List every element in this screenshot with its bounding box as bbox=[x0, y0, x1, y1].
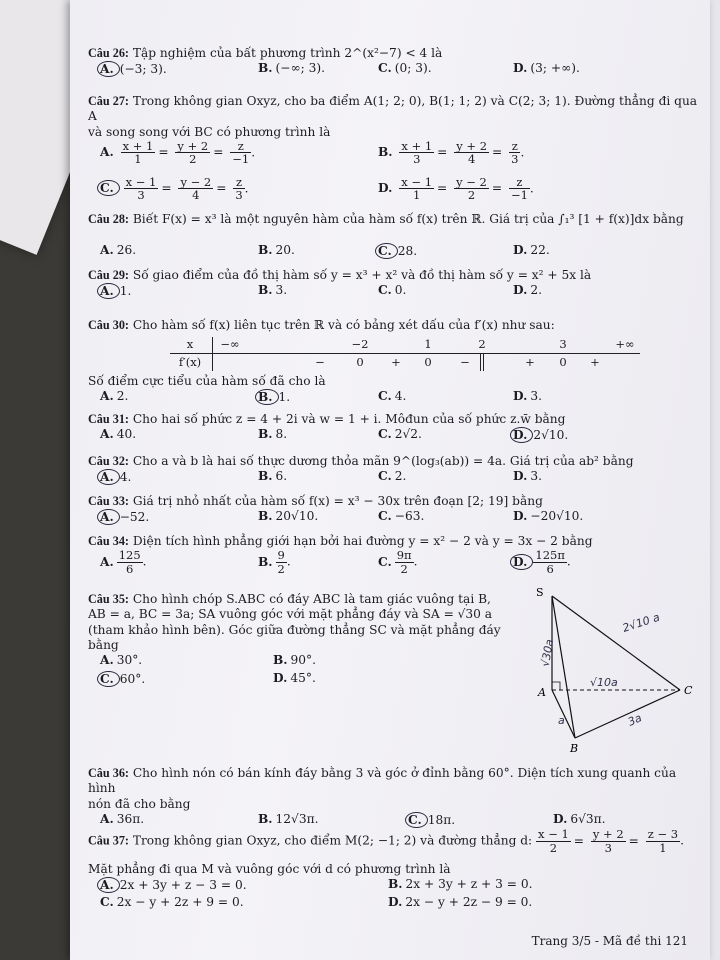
q33-option-d[interactable]: D. −20√10. bbox=[513, 509, 584, 524]
q30-option-d[interactable]: D. 3. bbox=[513, 389, 543, 404]
question-36: Câu 36: Cho hình nón có bán kính đáy bằng 3 và góc ở đỉnh bằng 60°. Diện tích xung quanh của hình nón đã cho bằng A. 36π. B. 12√3π. C. 18π. D. 6√3π. bbox=[88, 766, 677, 827]
q36-option-d[interactable]: D. 6√3π. bbox=[553, 811, 606, 826]
q28-option-a[interactable]: A. 26. bbox=[100, 243, 137, 258]
q35-option-a[interactable]: A. 30°. bbox=[100, 653, 143, 667]
exam-page bbox=[70, 0, 710, 960]
q28-option-d[interactable]: D. 22. bbox=[513, 243, 550, 258]
question-28: Câu 28: Biết F(x) = x³ là một nguyên hàm của hàm số f(x) trên ℝ. Giá trị của ∫₁³ [1 + f(x)]dx bằng A. 26. B. 20. C. 28. D. 22. bbox=[88, 212, 684, 259]
q27-option-b[interactable]: B. $\frac{x + 1}{3}$ = $\frac{y + 2}{4}$ = $\frac{z}{3}$ . bbox=[378, 138, 525, 167]
q26-option-c[interactable]: C. (0; 3). bbox=[378, 61, 432, 76]
q37-option-b[interactable]: B. 2x + 3y + z + 3 = 0. bbox=[388, 877, 533, 892]
q27-option-d[interactable]: D. $\frac{x - 1}{1}$ = $\frac{y - 2}{2}$ = $\frac{z}{-1}$ . bbox=[378, 174, 534, 203]
q37-option-a[interactable]: A. 2x + 3y + z − 3 = 0. bbox=[100, 877, 247, 893]
pyramid-figure bbox=[530, 588, 700, 758]
table-sign: 0 bbox=[356, 355, 364, 369]
question-35: Câu 35: Cho hình chóp S.ABC có đáy ABC là tam giác vuông tại B, AB = a, BC = 3a; SA vuông góc với mặt phẳng đáy và SA = √30 a (tham khảo hình bên). Góc giữa đường thẳng SC và mặt phẳng đáy bằng A. 30°. B. 90°. C. 60°. D. 45°. bbox=[88, 592, 501, 686]
q29-option-b[interactable]: B. 3. bbox=[258, 283, 288, 298]
table-fp-label: f′(x) bbox=[178, 355, 202, 369]
table-sign: + bbox=[590, 355, 600, 369]
q31-option-c[interactable]: C. 2√2. bbox=[378, 427, 422, 442]
sign-table bbox=[170, 337, 640, 371]
table-sign: 0 bbox=[424, 355, 432, 369]
q37-option-c[interactable]: C. 2x − y + 2z + 9 = 0. bbox=[100, 895, 244, 910]
q35-option-d[interactable]: D. 45°. bbox=[273, 671, 316, 685]
q29-option-a[interactable]: A. 1. bbox=[100, 283, 131, 299]
question-34: Câu 34: Diện tích hình phẳng giới hạn bởi hai đường y = x² − 2 và y = 3x − 2 bằng A. $\frac{125}{6}$ . B. $\frac{9}{2}$ . C. $\frac{9\pi}{2}$ . D. $\frac{125\pi}{6}$ . bbox=[88, 534, 593, 576]
table-sign: − bbox=[315, 355, 325, 369]
handwritten-sc: 2√10 a bbox=[620, 610, 662, 635]
q33-option-a[interactable]: A. −52. bbox=[100, 509, 149, 525]
question-33: Câu 33: Giá trị nhỏ nhất của hàm số f(x) = x³ − 30x trên đoạn [2; 19] bằng A. −52. B. 20√10. C. −63. D. −20√10. bbox=[88, 494, 584, 525]
q35-option-b[interactable]: B. 90°. bbox=[273, 653, 317, 667]
q33-option-c[interactable]: C. −63. bbox=[378, 509, 425, 524]
q26-option-d[interactable]: D. (3; +∞). bbox=[513, 61, 580, 76]
table-x-val: 3 bbox=[559, 337, 567, 351]
q28-option-b[interactable]: B. 20. bbox=[258, 243, 295, 258]
table-x-val: −∞ bbox=[220, 337, 240, 351]
q28-option-c[interactable]: C. 28. bbox=[378, 243, 417, 259]
table-x-val: −2 bbox=[351, 337, 369, 351]
q36-option-c[interactable]: C. 18π. bbox=[408, 812, 455, 828]
vertex-a-label: A bbox=[538, 686, 546, 699]
table-sign: + bbox=[391, 355, 401, 369]
handwritten-ab: a bbox=[558, 714, 565, 727]
q34-option-c[interactable]: C. $\frac{9\pi}{2}$ . bbox=[378, 548, 418, 576]
question-27: Câu 27: Trong không gian Oxyz, cho ba điểm A(1; 2; 0), B(1; 1; 2) và C(2; 3; 1). Đường thẳng đi qua A và song song với BC có phương trình là A. $\frac{x + 1}{1}$ = $\frac{y + 2}{2}$ = $\frac{z}{-1}$ . B. $\frac{x + 1}{3}$ = $\frac{y + 2}{4}$ = $\frac{z}{3}$ . C. $\frac{x - 1}{3}$ = $\frac{y - 2}{4}$ = $\frac{z}{3}$ . D. $\frac{x - 1}{1}$ = $\frac{y - 2}{2}$ = $\frac{z}{-1}$ . bbox=[88, 94, 698, 203]
q34-option-d[interactable]: D. $\frac{125\pi}{6}$ . bbox=[513, 549, 571, 575]
question-30-ask: Số điểm cực tiểu của hàm số đã cho là A. 2. B. 1. C. 4. D. 3. bbox=[88, 374, 543, 405]
q31-option-d[interactable]: D. 2√10. bbox=[513, 427, 568, 443]
q29-option-d[interactable]: D. 2. bbox=[513, 283, 543, 298]
table-x-val: +∞ bbox=[615, 337, 635, 351]
q27-option-c[interactable]: C. $\frac{x - 1}{3}$ = $\frac{y - 2}{4}$ = $\frac{z}{3}$ . bbox=[100, 176, 249, 202]
handwritten-ac: √10a bbox=[590, 676, 618, 689]
q33-option-b[interactable]: B. 20√10. bbox=[258, 509, 319, 524]
q29-option-c[interactable]: C. 0. bbox=[378, 283, 407, 298]
q36-option-a[interactable]: A. 36π. bbox=[100, 811, 145, 826]
q34-option-a[interactable]: A. $\frac{125}{6}$ . bbox=[100, 548, 147, 576]
q30-option-c[interactable]: C. 4. bbox=[378, 389, 407, 404]
q31-option-b[interactable]: B. 8. bbox=[258, 427, 288, 442]
q32-option-d[interactable]: D. 3. bbox=[513, 469, 543, 484]
question-37: Câu 37: Trong không gian Oxyz, cho điểm M(2; −1; 2) và đường thẳng d: $\frac{x - 1}{2}$ = $\frac{y + 2}{3}$ = $\frac{z - 3}{1}$ . Mặt phẳng đi qua M và vuông góc với d có phương trình là A. 2x + 3y + z − 3 = 0. B. 2x + 3y + z + 3 = 0. C. 2x − y + 2z + 9 = 0. D. 2x − y + 2z − 9 = 0. bbox=[88, 827, 684, 910]
q27-option-a[interactable]: A. $\frac{x + 1}{1}$ = $\frac{y + 2}{2}$ = $\frac{z}{-1}$ . bbox=[100, 138, 256, 167]
handwritten-sa: √30a bbox=[538, 638, 557, 668]
question-26: Câu 26: Tập nghiệm của bất phương trình 2^(x²−7) < 4 là A. (−3; 3). B. (−∞; 3). C. (0; 3). D. (3; +∞). bbox=[88, 46, 580, 77]
q35-option-c[interactable]: C. 60°. bbox=[100, 671, 145, 687]
q34-option-b[interactable]: B. $\frac{9}{2}$ . bbox=[258, 548, 291, 576]
question-32: Câu 32: Cho a và b là hai số thực dương thỏa mãn 9^(log₃(ab)) = 4a. Giá trị của ab² bằng A. 4. B. 6. C. 2. D. 3. bbox=[88, 454, 634, 485]
table-x-label: x bbox=[186, 337, 194, 351]
q36-option-b[interactable]: B. 12√3π. bbox=[258, 811, 319, 826]
q32-option-a[interactable]: A. 4. bbox=[100, 469, 131, 485]
handwritten-bc: 3a bbox=[625, 711, 644, 729]
table-x-val: 1 bbox=[424, 337, 432, 351]
question-30: Câu 30: Cho hàm số f(x) liên tục trên ℝ và có bảng xét dấu của f′(x) như sau: bbox=[88, 318, 555, 332]
table-sign: 0 bbox=[559, 355, 567, 369]
q30-option-a[interactable]: A. 2. bbox=[100, 389, 129, 404]
vertex-b-label: B bbox=[570, 742, 579, 755]
table-sign: − bbox=[460, 355, 470, 369]
question-31: Câu 31: Cho hai số phức z = 4 + 2i và w = 1 + i. Môđun của số phức z.w̄ bằng A. 40. B. 8. C. 2√2. D. 2√10. bbox=[88, 412, 569, 443]
q30-option-b[interactable]: B. 1. bbox=[258, 389, 290, 405]
vertex-s-label: S bbox=[536, 588, 544, 599]
q32-option-c[interactable]: C. 2. bbox=[378, 469, 407, 484]
vertex-c-label: C bbox=[684, 684, 693, 697]
q37-option-d[interactable]: D. 2x − y + 2z − 9 = 0. bbox=[388, 895, 533, 910]
page-footer: Trang 3/5 - Mã đề thi 121 bbox=[531, 934, 688, 948]
q32-option-b[interactable]: B. 6. bbox=[258, 469, 288, 484]
q26-option-a[interactable]: A. (−3; 3). bbox=[100, 61, 167, 77]
q26-option-b[interactable]: B. (−∞; 3). bbox=[258, 61, 326, 76]
q31-option-a[interactable]: A. 40. bbox=[100, 427, 137, 442]
table-x-val: 2 bbox=[478, 337, 486, 351]
question-29: Câu 29: Số giao điểm của đồ thị hàm số y = x³ + x² và đồ thị hàm số y = x² + 5x là A. 1. B. 3. C. 0. D. 2. bbox=[88, 268, 592, 299]
table-sign: + bbox=[525, 355, 535, 369]
